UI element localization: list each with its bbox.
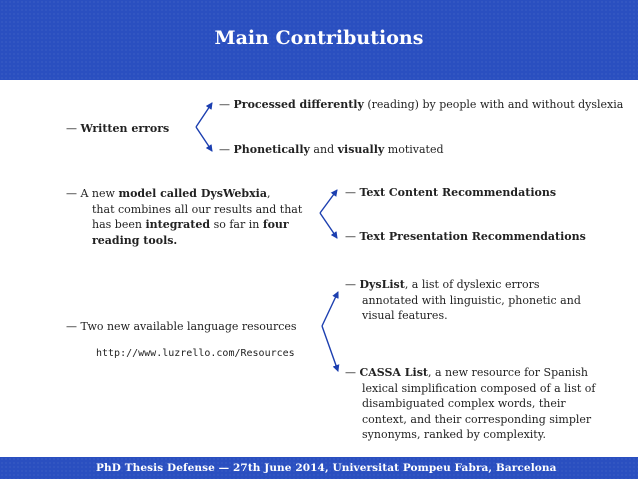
arrow-icon bbox=[196, 127, 212, 151]
arrow-icon bbox=[196, 103, 212, 127]
text-content-item: — Text Content Recommendations bbox=[345, 186, 557, 199]
arrow-icon bbox=[320, 190, 337, 213]
text-presentation-item: — Text Presentation Recommendations bbox=[345, 230, 586, 243]
written-errors-item: — Written errors bbox=[66, 122, 170, 135]
arrow-icon bbox=[322, 326, 338, 371]
arrow-icon bbox=[322, 292, 338, 326]
resources-url[interactable]: http://www.luzrello.com/Resources bbox=[96, 348, 295, 359]
slide-title: Main Contributions bbox=[214, 27, 424, 49]
footer-text: PhD Thesis Defense — 27th June 2014, Universitat Pompeu Fabra, Barcelona bbox=[96, 462, 557, 474]
language-resources-item: — Two new available language resources bbox=[66, 320, 297, 333]
phonetically-item: — Phonetically and visually motivated bbox=[219, 143, 444, 156]
cassa-list-item: — CASSA List, a new resource for Spanish lexical simplification composed of a list of disambiguated complex words, their context, and their corresponding simpler synonyms, ranked by complexity. bbox=[345, 366, 596, 441]
dyslist-item: — DysList, a list of dyslexic errors annotated with linguistic, phonetic and visual features. bbox=[345, 278, 581, 322]
arrow-icon bbox=[320, 213, 337, 238]
dyswebxia-item: — A new model called DysWebxia, that combines all our results and that has been integrated so far in four reading tools. bbox=[66, 187, 303, 247]
processed-differently-item: — Processed differently (reading) by people with and without dyslexia bbox=[219, 98, 624, 111]
